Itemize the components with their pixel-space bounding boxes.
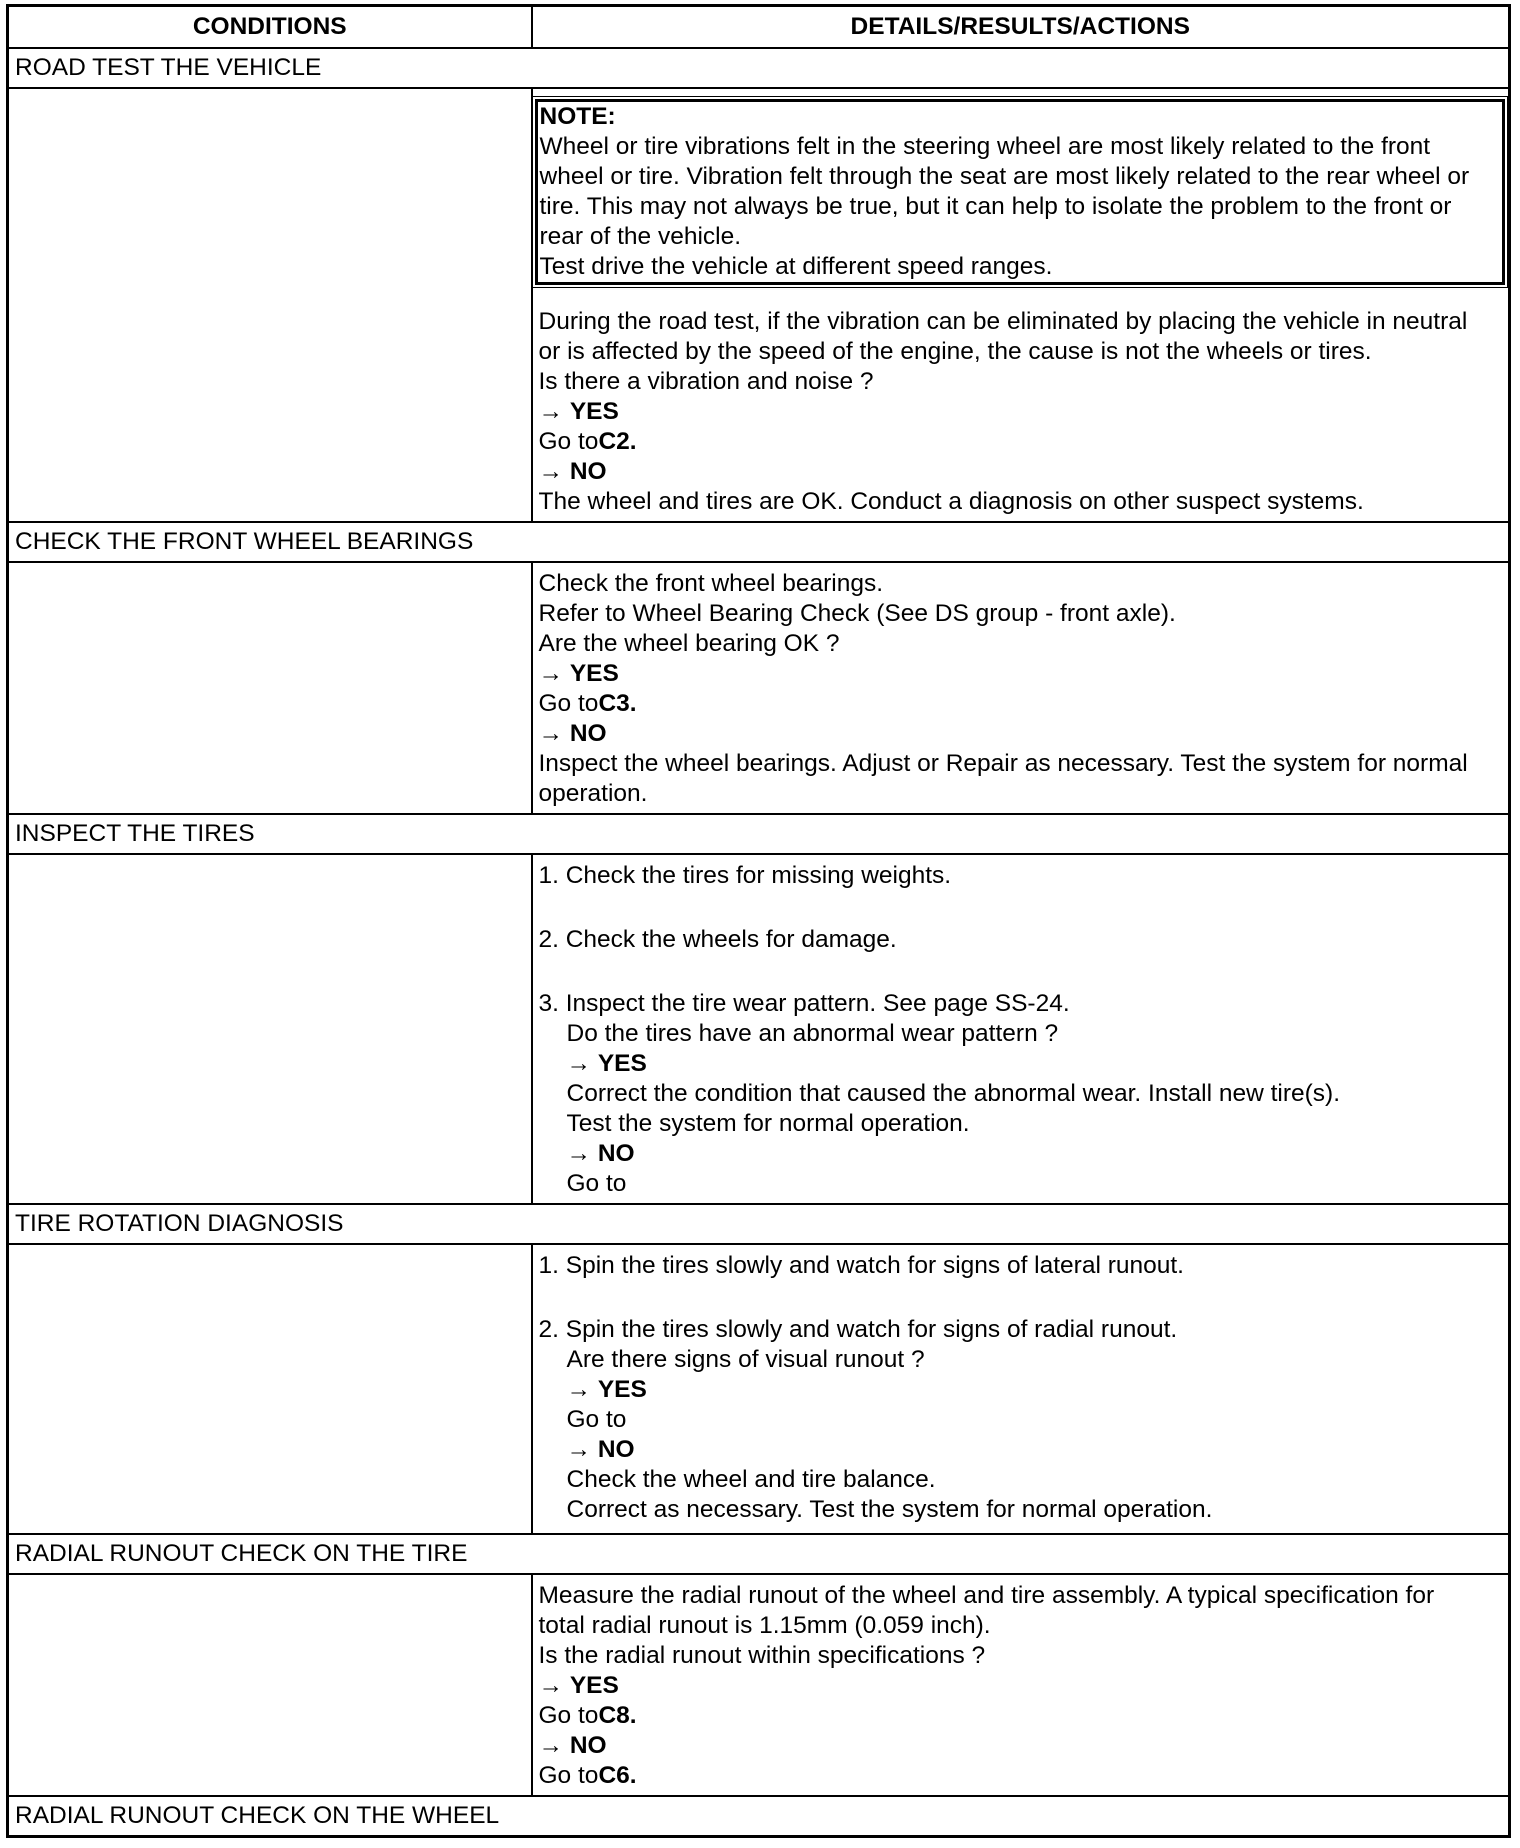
- no-line: [539, 1731, 1503, 1761]
- arrow-icon: →: [566, 1436, 591, 1463]
- details-cell: [532, 562, 1510, 814]
- goto-link-c6[interactable]: C6.: [598, 1762, 637, 1789]
- no-label: NO: [569, 458, 607, 485]
- conditions-cell: [8, 1574, 532, 1796]
- goto-line: [539, 427, 1503, 457]
- question-line: Do the tires have an abnormal wear pattern ?: [566, 1020, 1059, 1047]
- yes-line: [539, 659, 1503, 689]
- details-cell: [532, 1244, 1510, 1534]
- goto-link-c3[interactable]: C3.: [598, 690, 637, 717]
- no-line: [539, 1139, 1503, 1169]
- no-label: NO: [569, 1732, 607, 1759]
- goto-text: Go to: [538, 1702, 599, 1729]
- goto-text: Go to: [538, 1762, 599, 1789]
- no-result-line: Check the wheel and tire balance.: [566, 1466, 936, 1493]
- section-body-row: [8, 854, 1510, 1204]
- no-line: [539, 457, 1503, 487]
- conditions-cell: [8, 854, 532, 1204]
- section-title-inspect-tires: INSPECT THE TIRES: [8, 814, 1510, 854]
- table-header-row: [8, 6, 1510, 49]
- yes-line: [539, 1049, 1503, 1079]
- section-body-row: [8, 88, 1510, 522]
- question-line: Is there a vibration and noise ?: [538, 368, 874, 395]
- yes-line: [539, 1671, 1503, 1701]
- yes-label: YES: [569, 1672, 619, 1699]
- question-line: Are the wheel bearing OK ?: [538, 630, 840, 657]
- section-title-road-test: ROAD TEST THE VEHICLE: [8, 48, 1510, 88]
- yes-line: [539, 397, 1503, 427]
- step-line: 2. Check the wheels for damage.: [538, 926, 897, 953]
- no-label: NO: [569, 720, 607, 747]
- no-result-line: Correct as necessary. Test the system for normal operation.: [566, 1496, 1213, 1523]
- conditions-cell: [8, 88, 532, 522]
- no-result-line: Inspect the wheel bearings. Adjust or Repair as necessary. Test the system for normal: [538, 750, 1468, 777]
- section-row: [8, 814, 1510, 854]
- diagnosis-document: [6, 4, 1508, 1838]
- yes-label: YES: [597, 1050, 647, 1077]
- step-line: 2. Spin the tires slowly and watch for signs of radial runout.: [538, 1316, 1178, 1343]
- note-line: wheel or tire. Vibration felt through the seat are most likely related to the rear wheel or: [539, 163, 1470, 190]
- step-line: 1. Spin the tires slowly and watch for signs of lateral runout.: [538, 1252, 1184, 1279]
- yes-result-line: Correct the condition that caused the abnormal wear. Install new tire(s).: [566, 1080, 1340, 1107]
- section-body-row: [8, 1574, 1510, 1796]
- header-details: DETAILS/RESULTS/ACTIONS: [532, 6, 1510, 49]
- note-line: tire. This may not always be true, but it can help to isolate the problem to the front or: [539, 193, 1452, 220]
- no-result-line: operation.: [538, 780, 648, 807]
- goto-text: Go to: [538, 690, 599, 717]
- note-line: Wheel or tire vibrations felt in the steering wheel are most likely related to the front: [539, 133, 1431, 160]
- conditions-cell: [8, 1244, 532, 1534]
- no-line: [539, 719, 1503, 749]
- section-body-row: [8, 562, 1510, 814]
- section-row: [8, 1204, 1510, 1244]
- question-line: Is the radial runout within specifications ?: [538, 1642, 986, 1669]
- yes-label: YES: [597, 1376, 647, 1403]
- question-line: Are there signs of visual runout ?: [566, 1346, 925, 1373]
- section-title-radial-runout-wheel: RADIAL RUNOUT CHECK ON THE WHEEL: [8, 1796, 1510, 1837]
- details-cell: [532, 88, 1510, 522]
- yes-label: YES: [569, 660, 619, 687]
- detail-line: or is affected by the speed of the engine, the cause is not the wheels or tires.: [538, 338, 1372, 365]
- arrow-icon: →: [538, 458, 563, 485]
- detail-line: During the road test, if the vibration can be eliminated by placing the vehicle in neutral: [538, 308, 1468, 335]
- details-cell: [532, 854, 1510, 1204]
- goto-link-c2[interactable]: C2.: [598, 428, 637, 455]
- no-line: [539, 1435, 1503, 1465]
- arrow-icon: →: [538, 660, 563, 687]
- arrow-icon: →: [566, 1050, 591, 1077]
- goto-line: Go to: [566, 1170, 627, 1197]
- detail-line: Refer to Wheel Bearing Check (See DS group - front axle).: [538, 600, 1176, 627]
- note-line: rear of the vehicle.: [539, 223, 742, 250]
- note-box: [535, 99, 1506, 285]
- detail-line: Check the front wheel bearings.: [538, 570, 884, 597]
- step-line: 1. Check the tires for missing weights.: [538, 862, 952, 889]
- section-title-wheel-bearings: CHECK THE FRONT WHEEL BEARINGS: [8, 522, 1510, 562]
- arrow-icon: →: [538, 1732, 563, 1759]
- detail-line: Measure the radial runout of the wheel and tire assembly. A typical specification for: [538, 1582, 1435, 1609]
- arrow-icon: →: [538, 398, 563, 425]
- yes-label: YES: [569, 398, 619, 425]
- no-label: NO: [597, 1140, 635, 1167]
- goto-line: [539, 1761, 1503, 1791]
- goto-text: Go to: [538, 428, 599, 455]
- section-row: [8, 522, 1510, 562]
- yes-line: [539, 1375, 1503, 1405]
- note-line: Test drive the vehicle at different speed ranges.: [539, 253, 1053, 280]
- no-label: NO: [597, 1436, 635, 1463]
- details-cell: [532, 1574, 1510, 1796]
- goto-link-c8[interactable]: C8.: [598, 1702, 637, 1729]
- arrow-icon: →: [566, 1376, 591, 1403]
- conditions-cell: [8, 562, 532, 814]
- section-row: [8, 1796, 1510, 1837]
- goto-line: [539, 1701, 1503, 1731]
- section-title-radial-runout-tire: RADIAL RUNOUT CHECK ON THE TIRE: [8, 1534, 1510, 1574]
- note-label: NOTE:: [539, 103, 616, 130]
- goto-line: [539, 689, 1503, 719]
- arrow-icon: →: [566, 1140, 591, 1167]
- arrow-icon: →: [538, 1672, 563, 1699]
- diagnosis-table: [6, 4, 1511, 1838]
- section-body-row: [8, 1244, 1510, 1534]
- yes-result-line: Test the system for normal operation.: [566, 1110, 970, 1137]
- section-title-tire-rotation: TIRE ROTATION DIAGNOSIS: [8, 1204, 1510, 1244]
- arrow-icon: →: [538, 720, 563, 747]
- step-line: 3. Inspect the tire wear pattern. See page SS-24.: [538, 990, 1070, 1017]
- section-row: [8, 48, 1510, 88]
- section-row: [8, 1534, 1510, 1574]
- no-result-line: The wheel and tires are OK. Conduct a diagnosis on other suspect systems.: [538, 488, 1364, 515]
- goto-line: Go to: [566, 1406, 627, 1433]
- header-conditions: CONDITIONS: [8, 6, 532, 49]
- detail-line: total radial runout is 1.15mm (0.059 inch).: [538, 1612, 991, 1639]
